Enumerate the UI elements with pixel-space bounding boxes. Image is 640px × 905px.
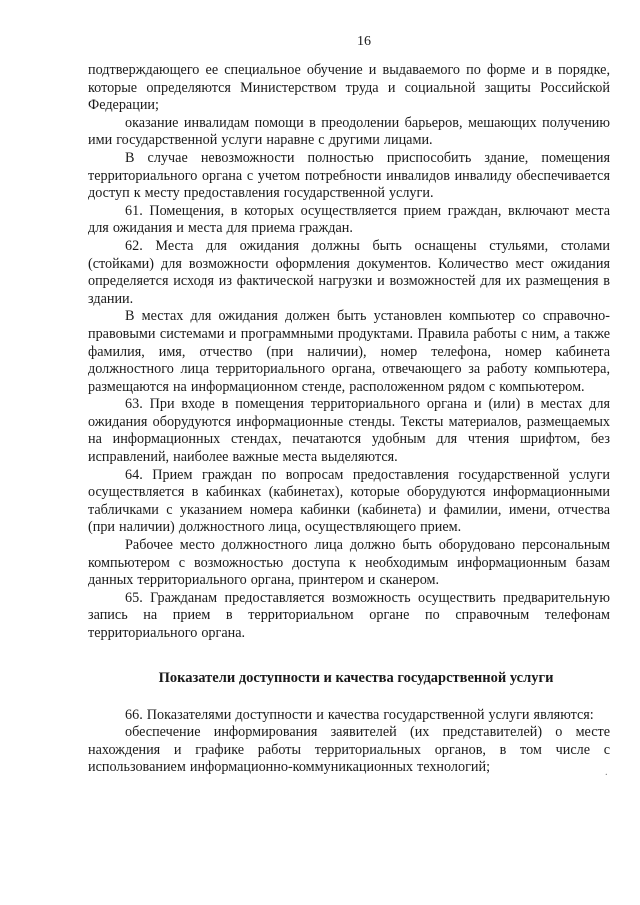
paragraph-62: 62. Места для ожидания должны быть оснащены стульями, столами (стойками) для возможности оформления документов. Количество мест ожидания определяется исходя из фактической нагрузки и возможностей для их размещения в здании. [88, 237, 610, 307]
section-heading: Показатели доступности и качества государственной услуги [158, 669, 554, 686]
paragraph-informing: обеспечение информирования заявителей (их представителей) о месте нахождения и графике работы территориальных органов, в том числе с использованием информационно-коммуникационных технологий; [88, 724, 610, 776]
paragraph-workplace: Рабочее место должностного лица должно быть оборудовано персональным компьютером с возможностью доступа к необходимым информационным базам данных территориального органа, принтером и сканером. [88, 537, 610, 589]
page-number: 16 [357, 34, 371, 49]
paragraph-61: 61. Помещения, в которых осуществляется прием граждан, включают места для ожидания и места для приема граждан. [88, 202, 610, 237]
paragraph-assistance: оказание инвалидам помощи в преодолении барьеров, мешающих получению ими государственной услуги наравне с другими лицами. [88, 114, 610, 149]
paragraph-access: В случае невозможности полностью приспособить здание, помещения территориального органа с учетом потребности инвалидов инвалиду обеспечивается доступ к месту предоставления государственной услуги. [88, 149, 610, 202]
paragraph-computer: В местах для ожидания должен быть установлен компьютер со справочно-правовыми системами и программными продуктами. Правила работы с ним, а также фамилия, имя, отчество (при наличии), номер телефона, номер кабинета должностного лица территориального органа, отвечающего за работу компьютера, размещаются на информационном стенде, расположенном рядом с компьютером. [88, 308, 610, 395]
paragraph-66: 66. Показателями доступности и качества государственной услуги являются: [125, 706, 594, 723]
paragraph-63: 63. При входе в помещения территориального органа и (или) в местах для ожидания оборудуются информационные стенды. Тексты материалов, размещаемых на информационных стендах, печатаются удобным для чтения шрифтом, без исправлений, наиболее важные места выделяются. [88, 396, 610, 466]
paragraph-continuation: подтверждающего ее специальное обучение и выдаваемого по форме и в порядке, которые определяются Министерством труда и социальной защиты Российской Федерации; [88, 62, 610, 114]
paragraph-64: 64. Прием граждан по вопросам предоставления государственной услуги осуществляется в кабинках (кабинетах), которые оборудуются информационными табличками с указанием номера кабинки (кабинета) и фамилии, имени, отчества (при наличии) должностного лица, осуществляющего прием. [88, 466, 610, 536]
paragraph-65: 65. Гражданам предоставляется возможность осуществить предварительную запись на прием в территориальном органе по справочным телефонам территориального органа. [88, 589, 610, 641]
stray-mark: · [604, 770, 608, 781]
